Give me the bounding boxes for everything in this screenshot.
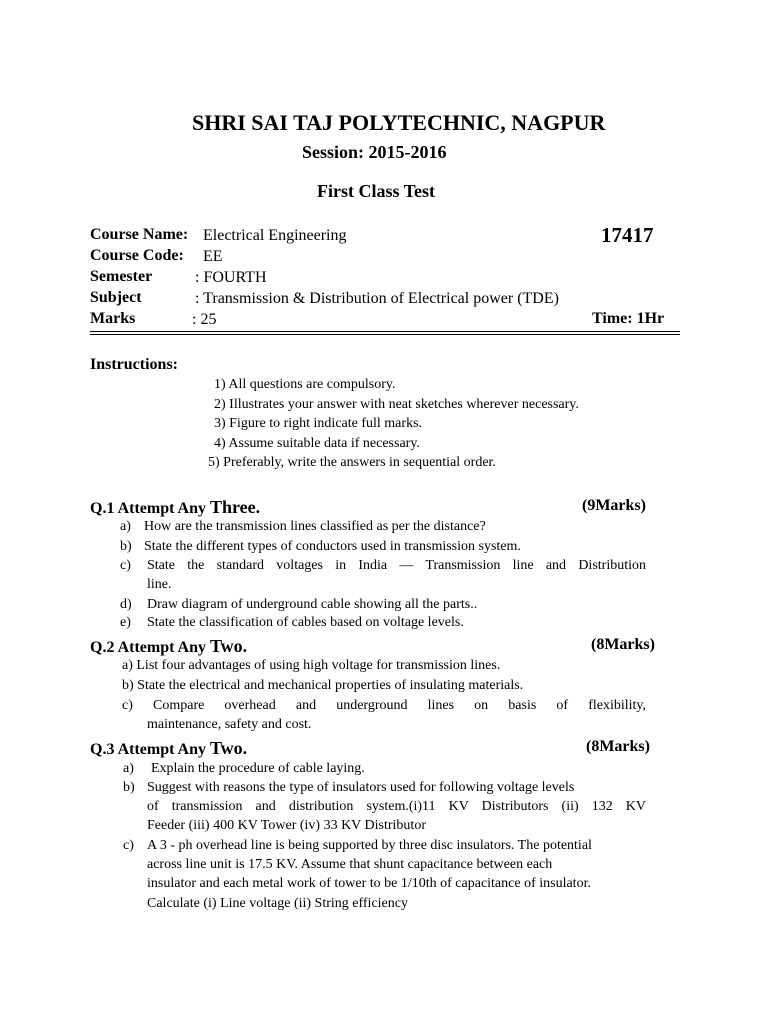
q3-item-b-line: of transmission and distribution system.(i)11 KV Distributors (ii) 132 KV [147,799,646,814]
q1-marks: (9Marks) [582,497,646,514]
q2-prefix: Q.2 Attempt Any [90,639,210,656]
q1-marker: a) [120,519,131,534]
semester-value: : FOURTH [195,269,267,286]
q1-item-b: State the different types of conductors used in transmission system. [144,539,521,554]
q1-heading [90,497,260,518]
q3-marker: b) [123,780,135,795]
q3-item-c-line: insulator and each metal work of tower to be 1/10th of capacitance of insulator. [147,876,591,891]
marks-value: : 25 [192,311,217,328]
double-rule-top [90,331,680,332]
q2-marks: (8Marks) [591,636,655,653]
q1-marker: e) [120,615,131,630]
q2-heading [90,636,247,657]
q3-item-c-line: Calculate (i) Line voltage (ii) String efficiency [147,896,408,911]
course-code-label: Course Code: [90,247,184,264]
instruction-item: 5) Preferably, write the answers in sequential order. [208,455,496,470]
instruction-item: 3) Figure to right indicate full marks. [214,416,423,431]
q3-marker: a) [123,761,134,776]
marks-label: Marks [90,310,136,327]
q3-heading [90,738,247,759]
semester-label: Semester [90,268,153,285]
instruction-item: 4) Assume suitable data if necessary. [214,436,420,451]
q3-count: Two. [210,738,248,758]
q3-item-a: Explain the procedure of cable laying. [151,761,365,776]
q3-marks: (8Marks) [586,738,650,755]
q1-item-c-cont: line. [147,577,172,592]
q1-count: Three. [210,497,261,517]
q1-marker: c) [120,558,131,573]
instruction-item: 1) All questions are compulsory. [214,377,396,392]
q3-item-c-line: across line unit is 17.5 KV. Assume that shunt capacitance between each [147,857,553,872]
q1-prefix: Q.1 Attempt Any [90,500,210,517]
q2-item-c-cont: maintenance, safety and cost. [147,717,312,732]
instructions-heading: Instructions: [90,356,179,373]
q1-item-e: State the classification of cables based on voltage levels. [147,615,464,630]
q2-item-c: c) Compare overhead and underground lines on basis of flexibility, [122,698,646,713]
institution-title: SHRI SAI TAJ POLYTECHNIC, NAGPUR [192,110,606,135]
q1-marker: b) [120,539,132,554]
q3-item-b-line: Feeder (iii) 400 KV Tower (iv) 33 KV Distributor [147,818,426,833]
subject-value: : Transmission & Distribution of Electrical power (TDE) [195,290,559,307]
subject-label: Subject [90,289,142,306]
q3-item-c-line: A 3 - ph overhead line is being supported by three disc insulators. The potential [147,838,592,853]
paper-code: 17417 [601,223,654,247]
q1-item-c: State the standard voltages in India — Transmission line and Distribution [147,558,646,573]
q2-item-a: a) List four advantages of using high voltage for transmission lines. [122,658,501,673]
q3-marker: c) [123,838,134,853]
q2-item-b: b) State the electrical and mechanical properties of insulating materials. [122,678,524,693]
test-title: First Class Test [317,181,436,201]
time-value: Time: 1Hr [592,310,665,327]
q1-item-a: How are the transmission lines classified as per the distance? [144,519,486,534]
session-line: Session: 2015-2016 [302,142,447,162]
q1-item-d: Draw diagram of underground cable showing all the parts.. [147,597,478,612]
q2-count: Two. [210,636,248,656]
course-name-label: Course Name: [90,226,189,243]
course-name-value: Electrical Engineering [203,227,347,244]
q1-marker: d) [120,597,132,612]
q3-prefix: Q.3 Attempt Any [90,741,210,758]
q3-item-b-line: Suggest with reasons the type of insulators used for following voltage levels [147,780,575,795]
course-code-value: EE [203,248,223,265]
instruction-item: 2) Illustrates your answer with neat sketches wherever necessary. [214,397,579,412]
double-rule-bottom [90,334,680,335]
